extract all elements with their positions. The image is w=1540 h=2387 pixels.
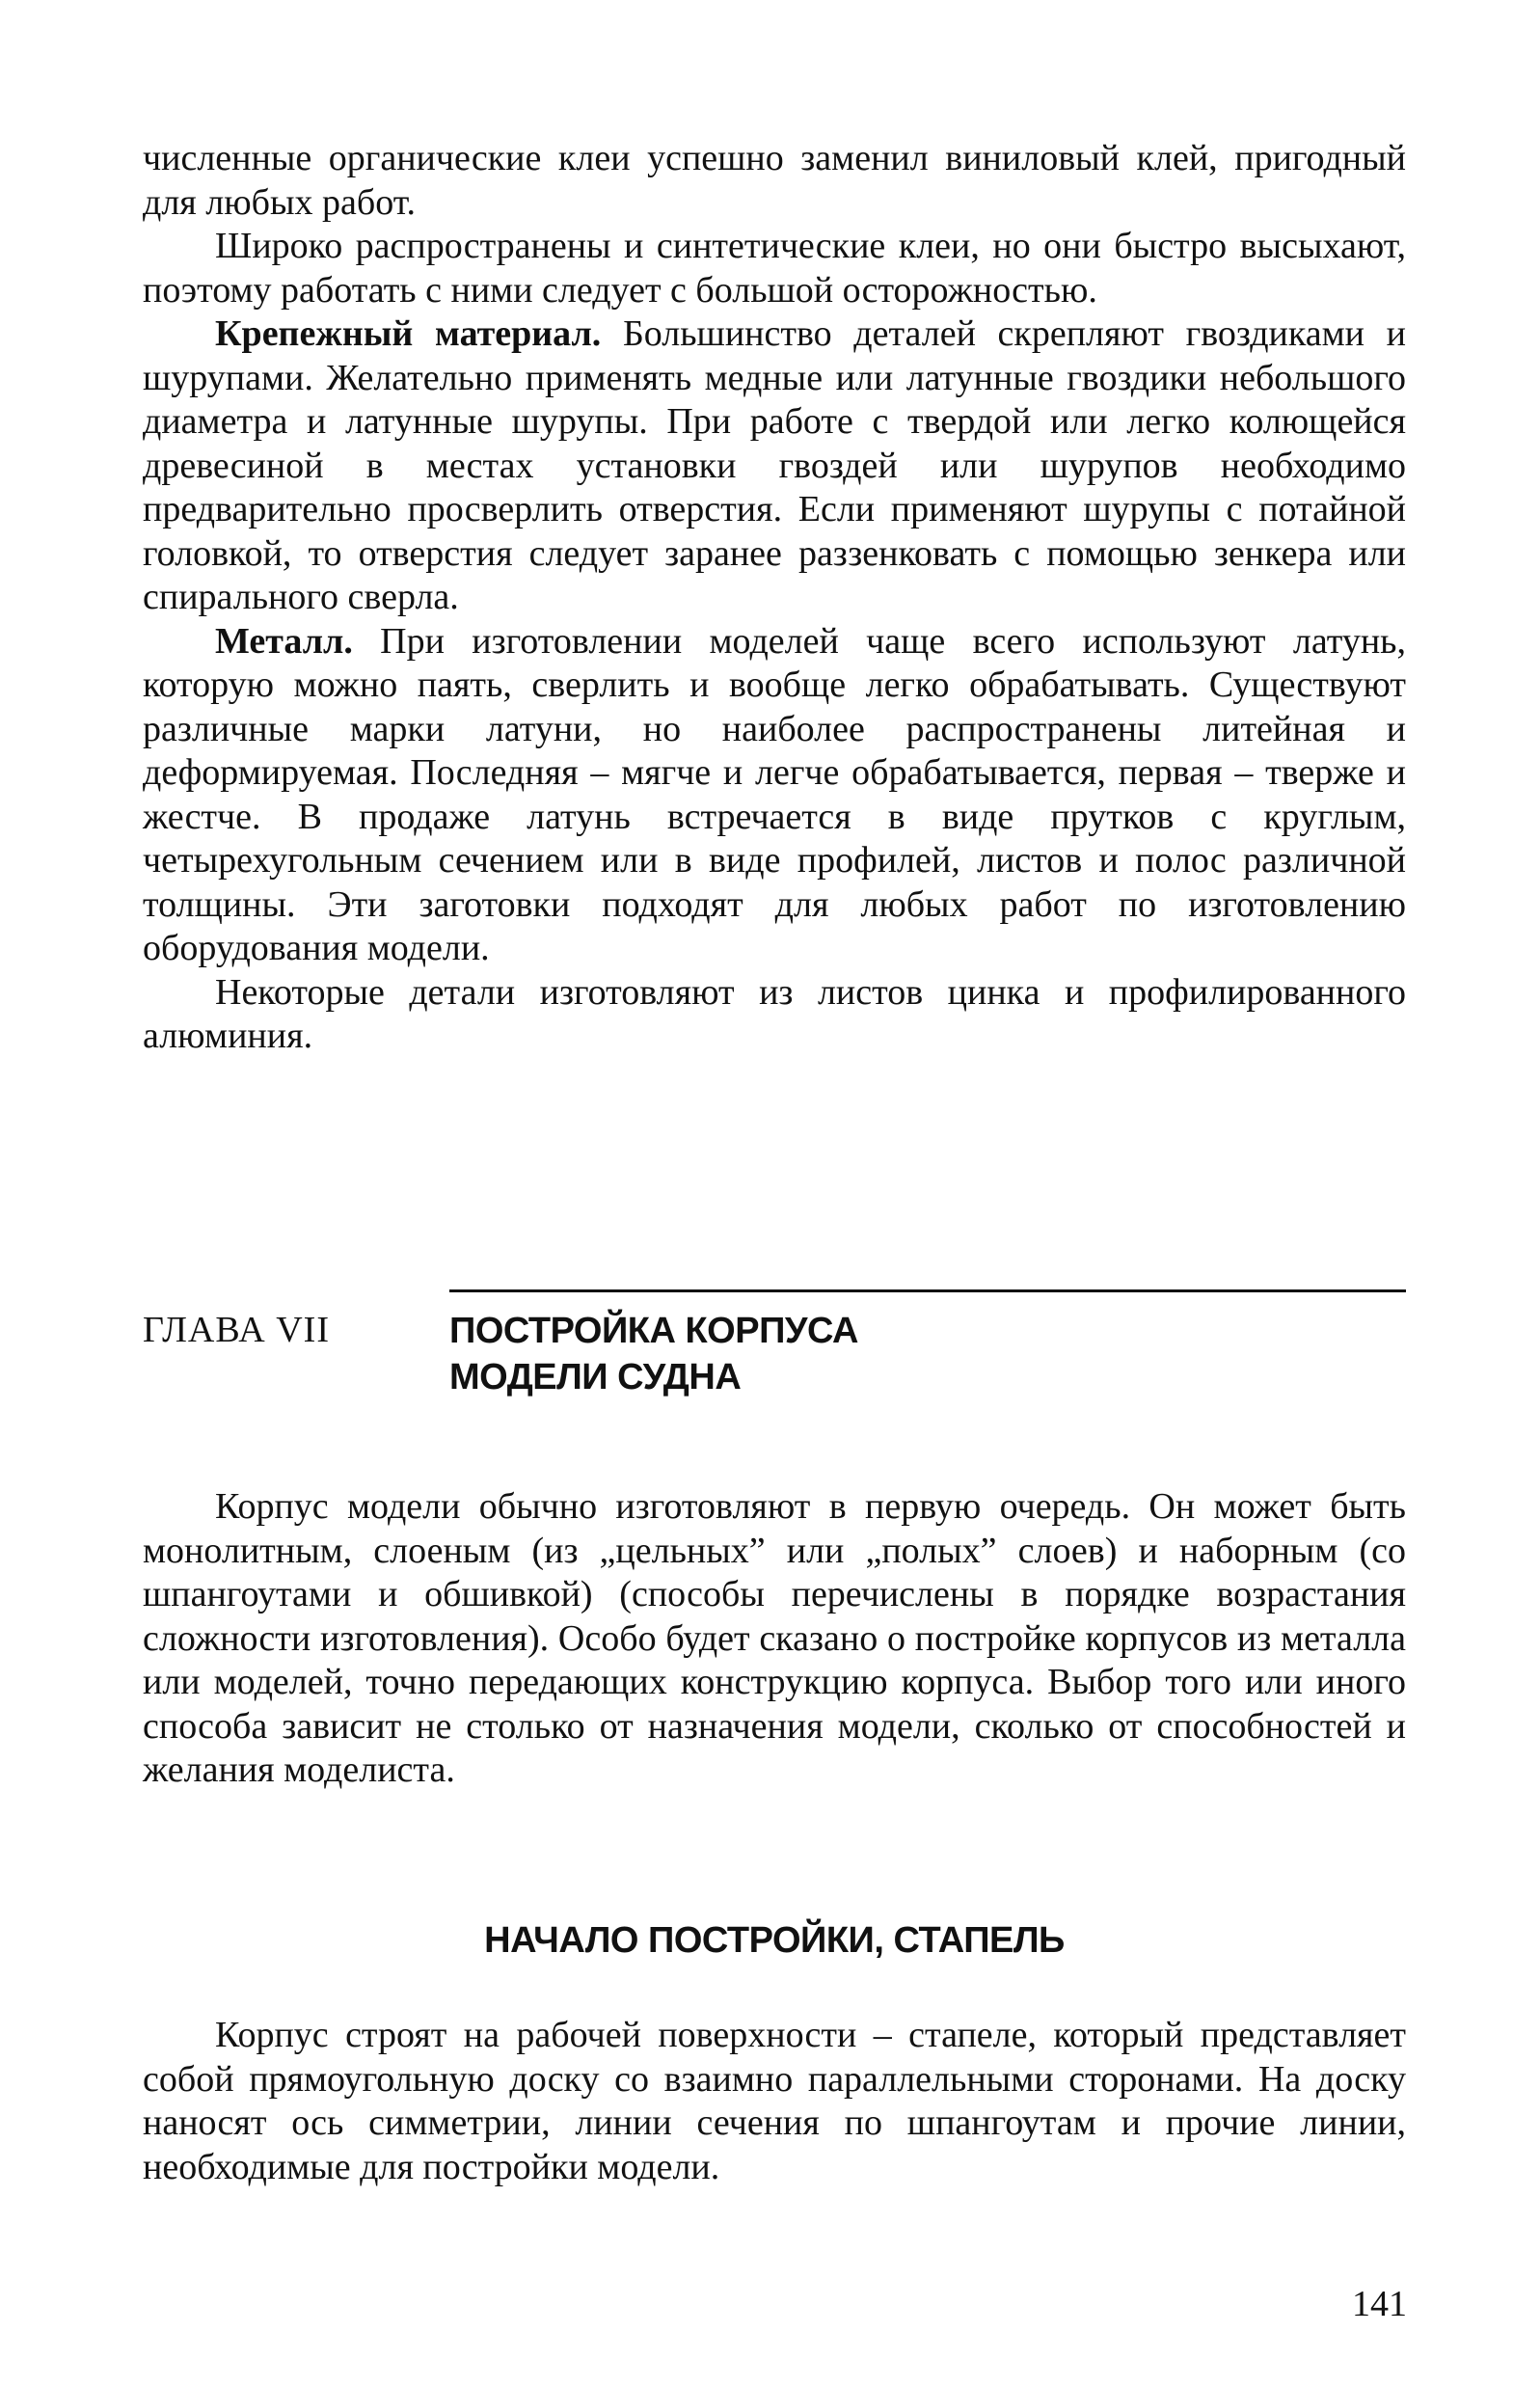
paragraph-zinc-aluminium [143,971,1406,1059]
chapter-title-line-1: ПОСТРОЙКА КОРПУСА [449,1311,858,1351]
top-text-block [143,137,1406,1059]
paragraph-text: При изготовлении моделей чаще всего используют латунь, которую можно паять, сверлить и вообще легко обрабатывать. Существуют различные марки латуни, но наиболее распространены литейная и деформируемая. Последняя – мягче и легче обрабатывается, первая – тверже и жестче. В продаже латунь встречается в виде прутков с круглым, четырехугольным сечением или в виде профилей, листов и полос различной толщины. Эти заготовки подходят для любых работ по изготовлению оборудования модели. [143,620,1406,968]
section-text-block [143,2014,1406,2189]
run-in-heading-metal: Металл. [215,620,353,662]
paragraph-metal [143,620,1406,971]
paragraph-text: Некоторые детали изготовляют из листов цинка и профилированного алюминия. [143,971,1406,1056]
chapter-title-line-2: МОДЕЛИ СУДНА [449,1357,742,1397]
run-in-heading-fasteners: Крепежный материал. [215,313,602,354]
page-number: 141 [1352,2284,1407,2324]
chapter-label: ГЛАВА VII [143,1310,330,1350]
paragraph-text: Широко распространены и синтетические клеи, но они быстро высыхают, поэтому работать с ними следует с большой осторожностью. [143,226,1406,311]
paragraph-slipway: Корпус строят на рабочей поверхности – стапеле, который представляет собой прямоугольную доску со взаимно параллельными сторонами. На доску наносят ось симметрии, линии сечения по шпангоутам и прочие линии, необходимые для постройки модели. [143,2015,1406,2187]
paragraph-text: Большинство деталей скрепляют гвоздиками и шурупами. Желательно применять медные или латунные гвоздики небольшого диаметра и латунные шурупы. При работе с твердой или легко колющейся древесиной в местах установки гвоздей или шурупов необходимо предварительно просверлить отверстия. Если применяют шурупы с потайной головкой, то отверстия следует заранее раззенковать с помощью зенкера или спирального сверла. [143,313,1406,617]
paragraph-fasteners [143,312,1406,620]
section-heading: НАЧАЛО ПОСТРОЙКИ, СТАПЕЛЬ [484,1920,1065,1961]
chapter-title [449,1308,858,1400]
paragraph-text: численные органические клеи успешно заменил виниловый клей, пригодный для любых работ. [143,138,1406,223]
paragraph-glue-continuation [143,137,1406,225]
paragraph-synthetic-glue [143,225,1406,312]
chapter-intro-block [143,1485,1406,1793]
chapter-divider-rule [449,1289,1406,1292]
paragraph-hull-types: Корпус модели обычно изготовляют в первую очередь. Он может быть монолитным, слоеным (из „цельных” или „полых” слоев) и наборным (со шпангоутами и обшивкой) (способы перечислены в порядке возрастания сложности изготовления). Особо будет сказано о постройке корпусов из металла или моделей, точно передающих конструкцию корпуса. Выбор того или иного способа зависит не столько от назначения модели, сколько от способностей и желания моделиста. [143,1486,1406,1790]
